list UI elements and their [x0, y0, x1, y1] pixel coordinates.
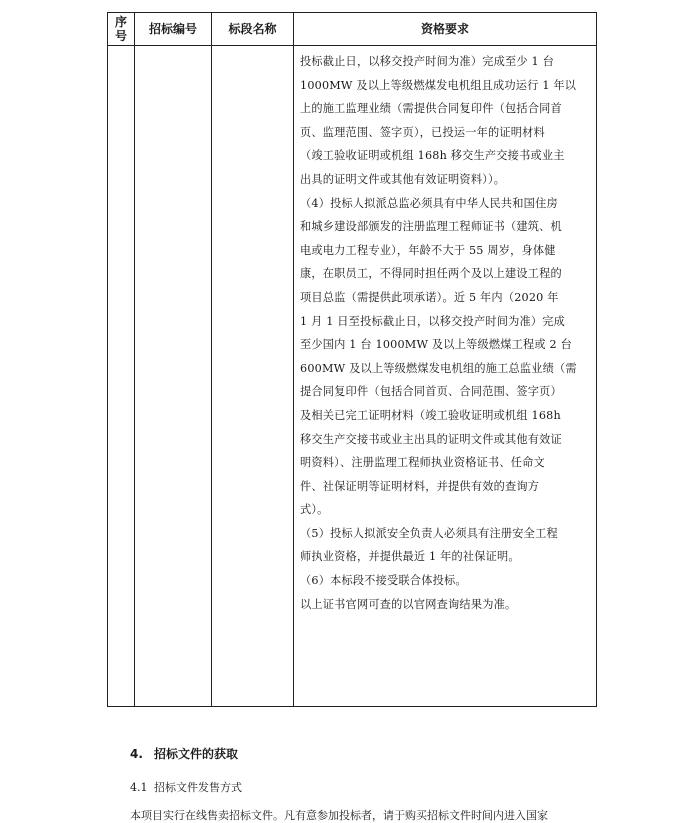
requirement-line: 师执业资格，并提供最近 1 年的社保证明。: [300, 550, 520, 564]
header-requirements: 资格要求: [294, 13, 597, 46]
requirement-line: 明资料）、注册监理工程师执业资格证书、任命文: [300, 456, 545, 470]
cell-requirements: [294, 46, 597, 707]
requirement-line: 1 月 1 日至投标截止日，以移交投产时间为准）完成: [300, 314, 566, 328]
requirement-line: （6）本标段不接受联合体投标。: [300, 574, 467, 588]
header-code: 招标编号: [135, 13, 212, 46]
requirement-line: 和城乡建设部颁发的注册监理工程师证书（建筑、机: [300, 220, 562, 234]
requirement-line: （4）投标人拟派总监必须具有中华人民共和国住房: [300, 196, 558, 210]
requirement-line: 提合同复印件（包括合同首页、合同范围、签字页）: [300, 385, 562, 399]
requirement-line: 电或电力工程专业），年龄不大于 55 周岁，身体健: [300, 243, 556, 257]
requirement-line: 1000MW 及以上等级燃煤发电机组且成功运行 1 年以: [300, 78, 577, 92]
requirement-line: 康，在职员工，不得同时担任两个及以上建设工程的: [300, 267, 562, 281]
requirement-line: 以上证书官网可查的以官网查询结果为准。: [300, 597, 517, 611]
table-header-row: [108, 13, 597, 46]
section-paragraph: 本项目实行在线售卖招标文件。凡有意参加投标者，请于购买招标文件时间内进入国家: [130, 809, 548, 822]
requirements-text: [294, 46, 596, 622]
header-seq-label: 序 号: [114, 15, 127, 43]
qualification-table: [107, 12, 597, 707]
requirement-line: （5）投标人拟派安全负责人必须具有注册安全工程: [300, 526, 558, 540]
requirement-line: 投标截止日，以移交投产时间为准）完成至少 1 台: [300, 55, 554, 68]
subsection-number: 4.1: [130, 781, 148, 794]
cell-code: [135, 46, 212, 707]
cell-seq: [108, 46, 135, 707]
requirement-line: 项目总监（需提供此项承诺）。近 5 年内（2020 年: [300, 290, 559, 304]
cell-section-name: [212, 46, 294, 707]
section-heading: [130, 746, 610, 762]
requirement-line: 移交生产交接书或业主出具的证明文件或其他有效证: [300, 432, 562, 446]
requirement-line: 件、社保证明等证明材料，并提供有效的查询方: [300, 479, 540, 493]
requirement-line: 至少国内 1 台 1000MW 及以上等级燃煤工程或 2 台: [300, 338, 572, 352]
requirement-line: 上的施工监理业绩（需提供合同复印件（包括合同首: [300, 102, 562, 116]
requirement-line: 式）。: [300, 503, 329, 517]
header-seq: [108, 13, 135, 46]
section-4: [130, 746, 610, 823]
requirement-line: （竣工验收证明或机组 168h 移交生产交接书或业主: [300, 149, 565, 163]
subsection-title: 招标文件发售方式: [154, 781, 242, 794]
requirement-line: 600MW 及以上等级燃煤发电机组的施工总监业绩（需: [300, 361, 577, 375]
header-section-name: 标段名称: [212, 13, 294, 46]
subsection-heading: [130, 780, 610, 795]
requirement-line: 出具的证明文件或其他有效证明资料））。: [300, 172, 506, 186]
table-row: [108, 46, 597, 707]
section-number: 4.: [130, 747, 143, 761]
requirement-line: 页、监理范围、签字页），已投运一年的证明材料: [300, 125, 545, 139]
section-title: 招标文件的获取: [154, 747, 239, 761]
requirement-line: 及相关已完工证明材料（竣工验收证明或机组 168h: [300, 408, 561, 422]
